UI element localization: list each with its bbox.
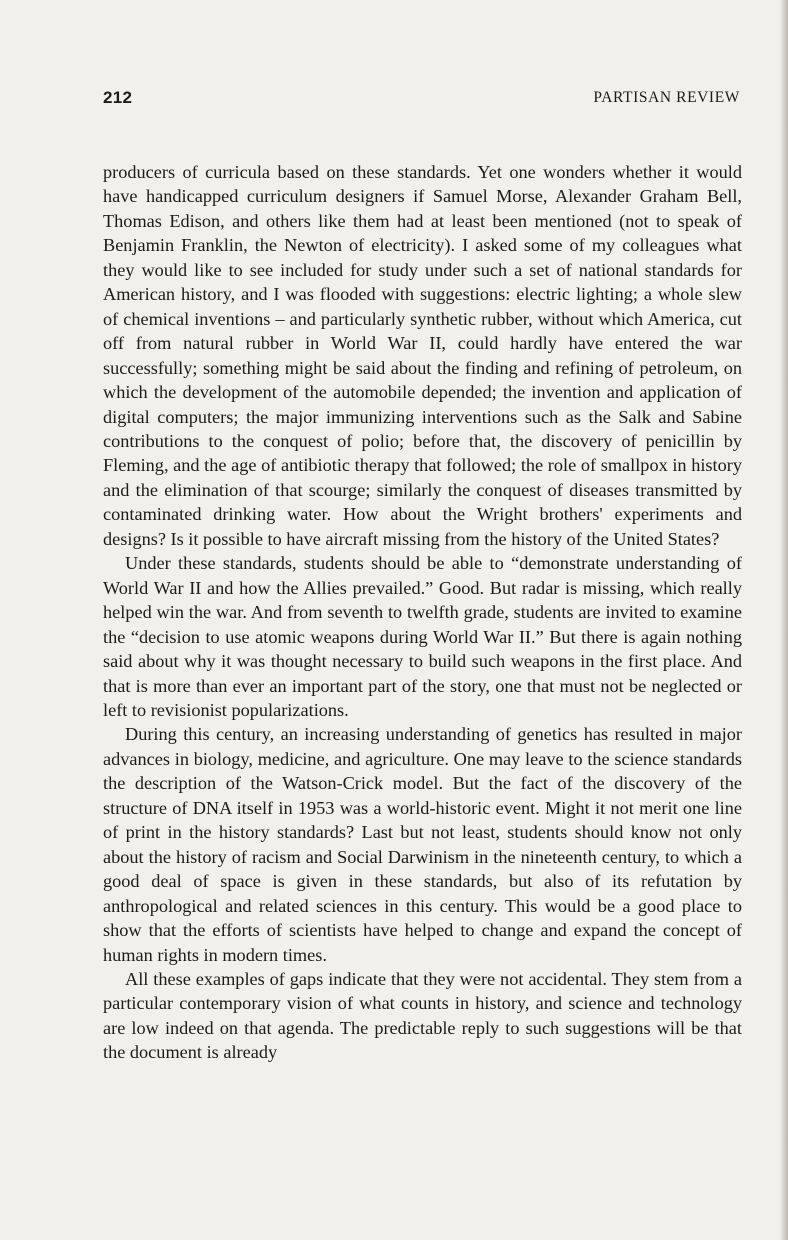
- paragraph-2: Under these standards, students should be able to “demonstrate understanding of World War II and how the Allies prevailed.” Good. But radar is missing, which really helped win the war. And from seventh to twelfth grade, students are invited to examine the “decision to use atomic weapons during World War II.” But there is again nothing said about why it was thought necessary to build such weapons in the first place. And that is more than ever an important part of the story, one that must not be neglected or left to revisionist popularizations.: [103, 553, 742, 720]
- page-edge-shadow: [780, 0, 788, 1240]
- paragraph-1: producers of curricula based on these standards. Yet one wonders whether it would have handicapped curriculum designers if Samuel Morse, Alexander Graham Bell, Thomas Edison, and others like them had at least been mentioned (not to speak of Benjamin Franklin, the Newton of electricity). I asked some of my colleagues what they would like to see included for study under such a set of national standards for American history, and I was flooded with suggestions: electric lighting; a whole slew of chemical inventions – and particularly synthetic rubber, without which America, cut off from natural rubber in World War II, could hardly have entered the war successfully; something might be said about the finding and refining of petroleum, on which the development of the automobile depended; the invention and application of digital computers; the major immunizing interventions such as the Salk and Sabine contributions to the conquest of polio; before that, the discovery of penicillin by Fleming, and the age of antibiotic therapy that followed; the role of smallpox in history and the elimination of that scourge; similarly the conquest of diseases transmitted by contaminated drinking water. How about the Wright brothers' experiments and designs? Is it possible to have aircraft missing from the history of the United States?: [103, 162, 742, 549]
- paragraph-4: All these examples of gaps indicate that they were not accidental. They stem from a particular contemporary vision of what counts in history, and science and technology are low indeed on that agenda. The predictable reply to such suggestions will be that the document is already: [103, 968, 742, 1063]
- page-header: [103, 88, 740, 112]
- running-head: PARTISAN REVIEW: [593, 89, 740, 106]
- paragraph-3: During this century, an increasing understanding of genetics has resulted in major advances in biology, medicine, and agriculture. One may leave to the science standards the description of the Watson-Crick model. But the fact of the discovery of the structure of DNA itself in 1953 was a world-historic event. Might it not merit one line of print in the history standards? Last but not least, students should know not only about the history of racism and Social Darwinism in the nineteenth century, to which a good deal of space is given in these standards, but also of its refutation by anthropological and related sciences in this century. This would be a good place to show that the efforts of scientists have helped to change and expand the concept of human rights in modern times.: [103, 724, 742, 965]
- page-number: 212: [103, 88, 133, 107]
- body-text: [103, 160, 742, 1065]
